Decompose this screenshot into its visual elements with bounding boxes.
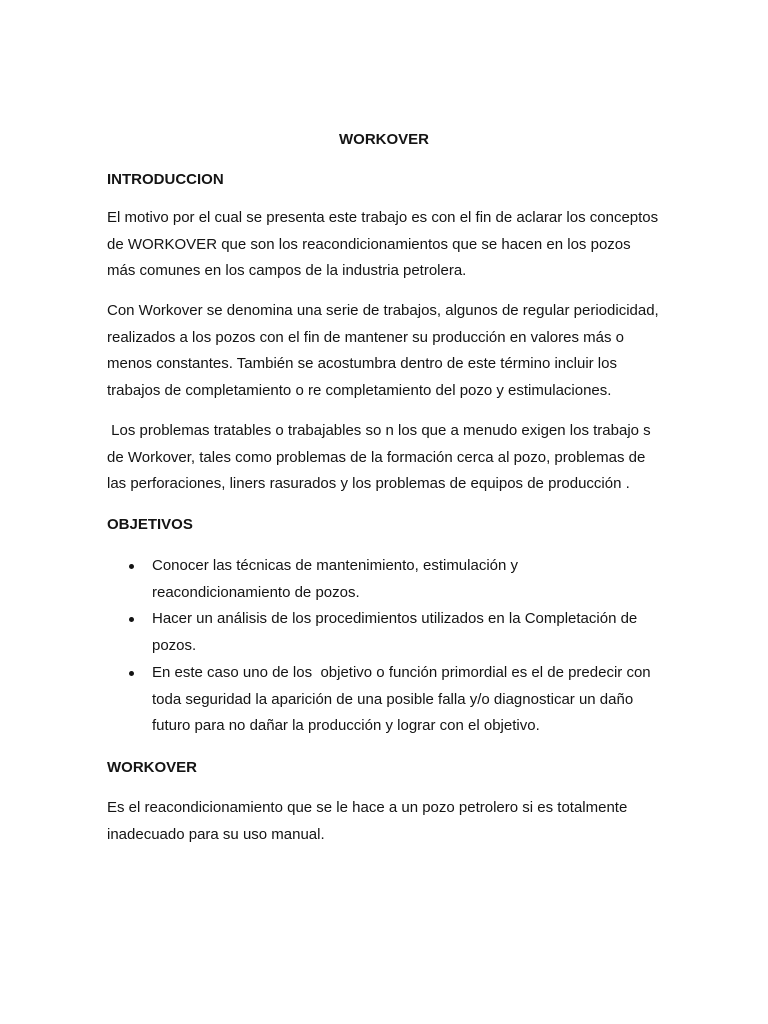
bullet-icon [129,564,134,569]
text-line: En este caso uno de los objetivo o función primordial es el de predecir con [152,663,651,681]
list-item [107,606,667,659]
text-line: Hacer un análisis de los procedimientos utilizados en la Completación de [152,610,638,628]
text-line: Es el reacondicionamiento que se le hace a un pozo petrolero si es totalmente [107,799,628,816]
text-line: El motivo por el cual se presenta este trabajo es con el fin de aclarar los conceptos [107,209,659,226]
introduction-paragraph [107,205,667,285]
text-line: las perforaciones, liners rasurados y los problemas de equipos de producción . [107,475,630,493]
bullet-icon [129,617,134,622]
text-line: más comunes en los campos de la industria petrolera. [107,262,467,280]
text-line: Con Workover se denomina una serie de trabajos, algunos de regular periodicidad, [107,302,659,319]
text-line: de Workover, tales como problemas de la formación cerca al pozo, problemas de [107,448,646,466]
text-line: Conocer las técnicas de mantenimiento, estimulación y [152,557,519,574]
text-line: inadecuado para su uso manual. [107,825,325,843]
text-line: pozos. [152,637,197,655]
introduction-heading: INTRODUCCION [107,171,224,188]
workover-heading: WORKOVER [107,759,197,776]
list-item [107,553,667,606]
text-line: de WORKOVER que son los reacondicionamientos que se hacen en los pozos [107,235,631,253]
text-line: trabajos de completamiento o re completamiento del pozo y estimulaciones. [107,382,612,400]
problems-paragraph [107,418,667,498]
document-title: WORKOVER [339,131,429,148]
text-line: Los problemas tratables o trabajables so n los que a menudo exigen los trabajo s [107,422,651,439]
text-line: futuro para no dañar la producción y lograr con el objetivo. [152,717,540,735]
objectives-list [107,553,667,740]
objectives-heading: OBJETIVOS [107,516,193,533]
bullet-icon [129,671,134,676]
text-line: reacondicionamiento de pozos. [152,583,360,601]
text-line: menos constantes. También se acostumbra dentro de este término incluir los [107,355,617,373]
text-line: realizados a los pozos con el fin de mantener su producción en valores más o [107,328,624,346]
text-line: toda seguridad la aparición de una posible falla y/o diagnosticar un daño [152,690,634,708]
workover-definition-paragraph [107,298,667,405]
workover-paragraph [107,795,667,848]
list-item [107,660,667,740]
